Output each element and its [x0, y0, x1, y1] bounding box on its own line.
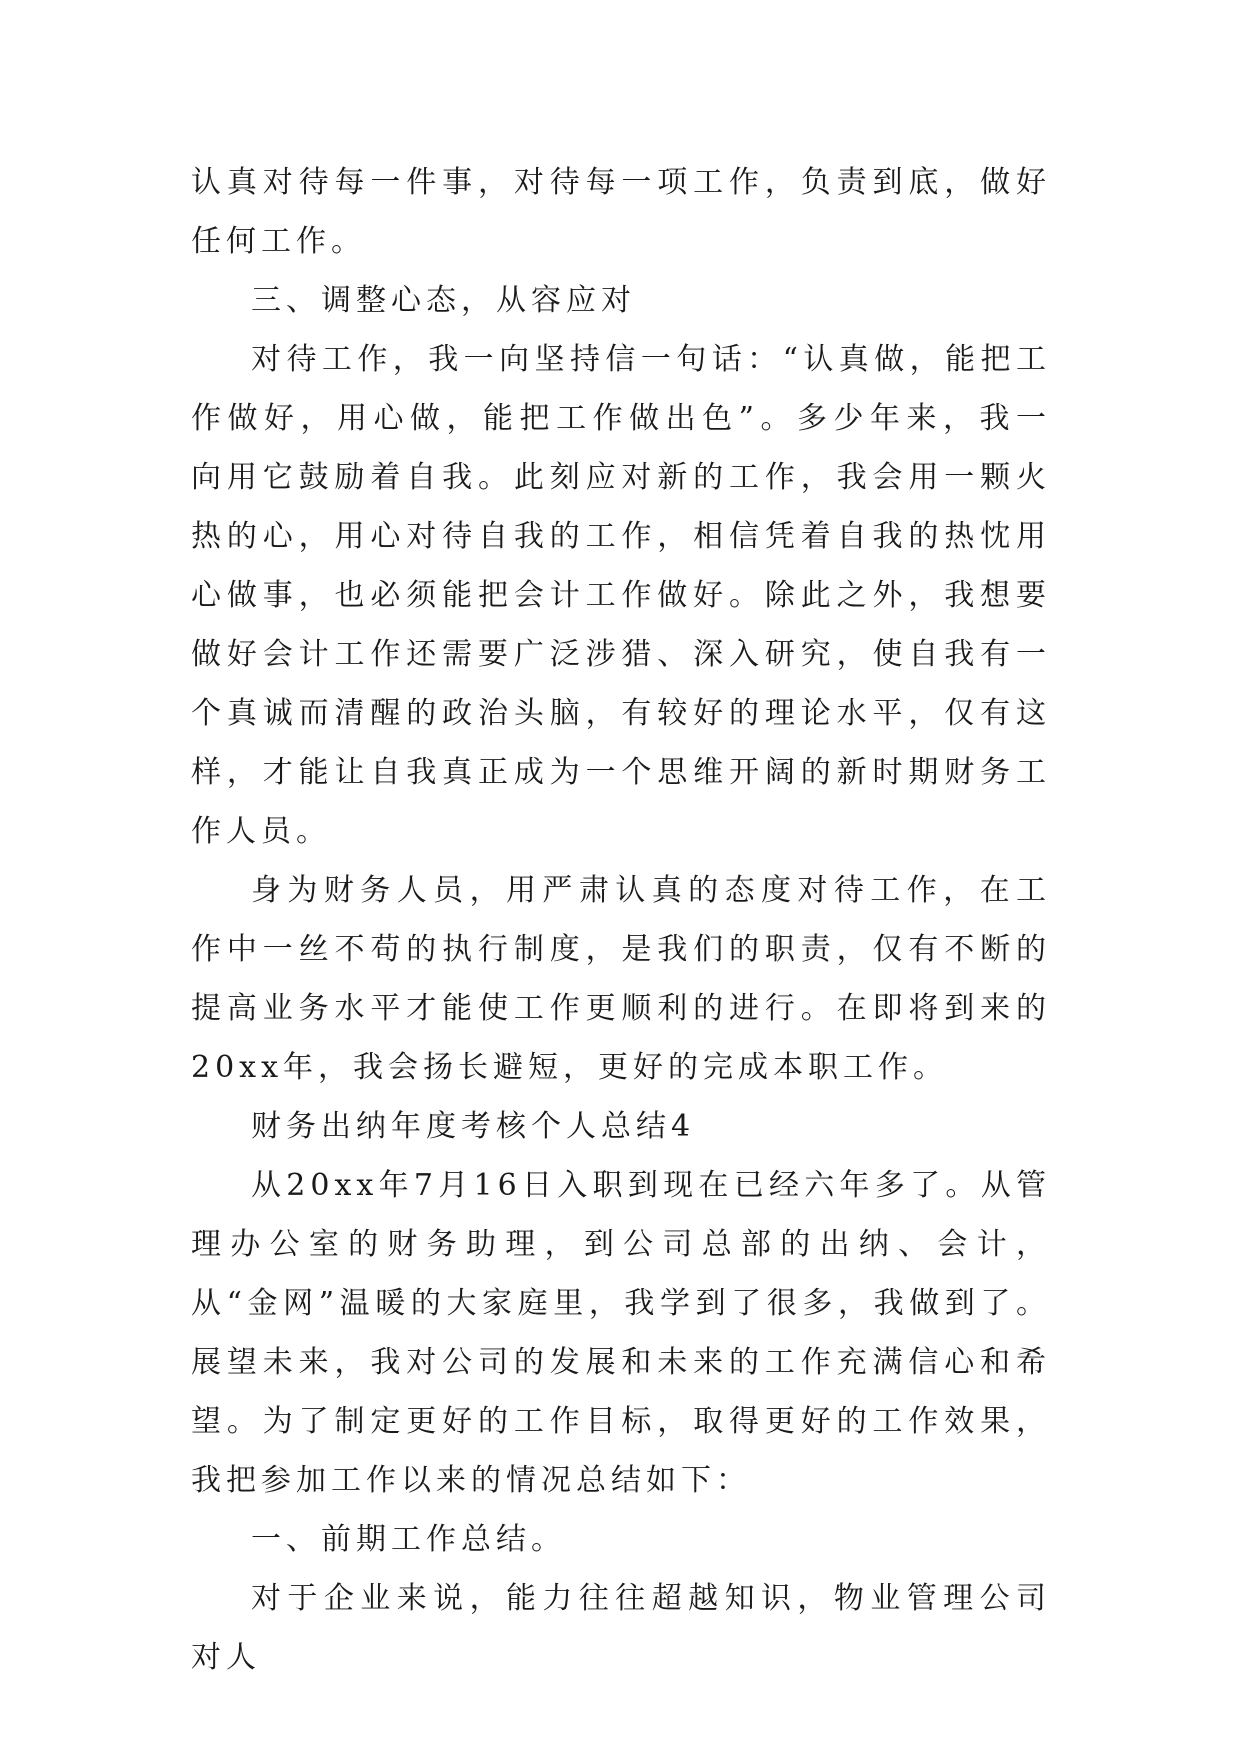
section-heading-adjust-mindset: 三、调整心态，从容应对 [251, 283, 636, 318]
paragraph-ability: 对于企业来说，能力往往超越知识，物业管理公司对人 [191, 1581, 1051, 1675]
document-body [191, 153, 1051, 1687]
paragraph-work-attitude: 对待工作，我一向坚持信一句话：“认真做，能把工作做好，用心做，能把工作做出色”。多少年来，我一向用它鼓励着自我。此刻应对新的工作，我会用一颗火热的心，用心对待自我的工作，相信凭着自我的热忱用心做事，也必须能把会计工作做好。除此之外，我想要做好会计工作还需要广泛涉猎、深入研究，使自我有一个真诚而清醒的政治头脑，有较好的理论水平，仅有这样，才能让自我真正成为一个思维开阔的新时期财务工作人员。 [191, 342, 1051, 849]
paragraph-employment-history: 从20xx年7月16日入职到现在已经六年多了。从管理办公室的财务助理，到公司总部的出纳、会计，从“金网”温暖的大家庭里，我学到了很多，我做到了。展望未来，我对公司的发展和未来的工作充满信心和希望。为了制定更好的工作目标，取得更好的工作效果，我把参加工作以来的情况总结如下： [191, 1168, 1051, 1498]
paragraph-continuation: 认真对待每一件事，对待每一项工作，负责到底，做好任何工作。 [191, 165, 1051, 259]
section-heading-early-work: 一、前期工作总结。 [251, 1522, 566, 1557]
section-heading-summary-4: 财务出纳年度考核个人总结4 [251, 1109, 696, 1144]
paragraph-finance-duty: 身为财务人员，用严肃认真的态度对待工作，在工作中一丝不苟的执行制度，是我们的职责，仅有不断的提高业务水平才能使工作更顺利的进行。在即将到来的20xx年，我会扬长避短，更好的完成本职工作。 [191, 873, 1051, 1085]
